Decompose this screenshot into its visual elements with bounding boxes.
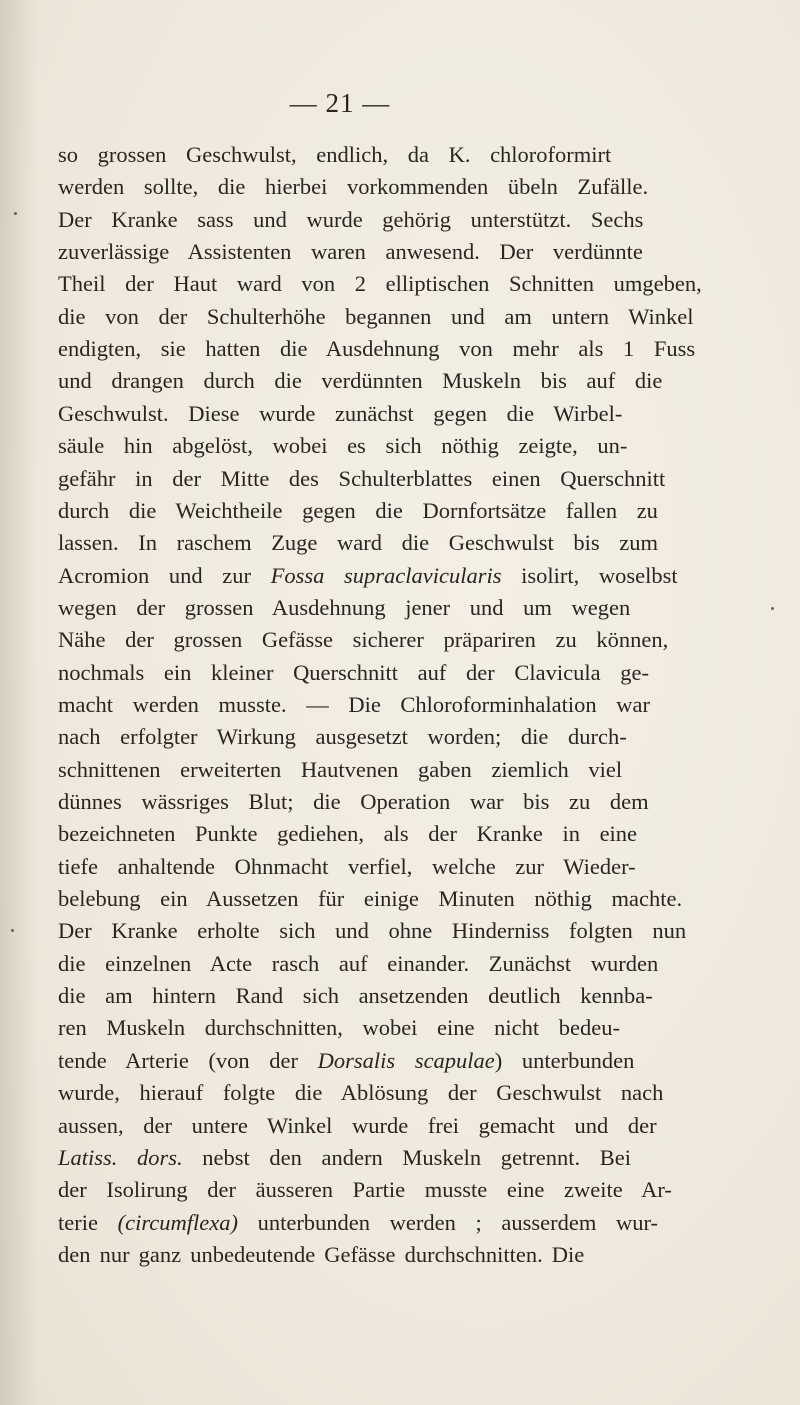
text-line: tende Arterie (von der Dorsalis scapulae) unterbunden bbox=[58, 1047, 635, 1073]
text-line: bezeichneten Punkte gediehen, als der Kranke in eine bbox=[58, 821, 638, 847]
paper-speck bbox=[11, 929, 14, 932]
text-line: wurde, hierauf folgte die Ablösung der Geschwulst nach bbox=[58, 1080, 664, 1106]
text-line: die von der Schulterhöhe begannen und am untern Winkel bbox=[58, 303, 694, 329]
text-line: macht werden musste. — Die Chloroforminhalation war bbox=[58, 691, 650, 717]
page-number: — 21 — bbox=[289, 88, 391, 118]
text-line: Der Kranke sass und wurde gehörig unterstützt. Sechs bbox=[58, 206, 644, 232]
text-line: endigten, sie hatten die Ausdehnung von mehr als 1 Fuss bbox=[58, 336, 696, 362]
text-line: die einzelnen Acte rasch auf einander. Zunächst wurden bbox=[58, 950, 659, 976]
latin-term: Dorsalis scapulae bbox=[317, 1047, 495, 1073]
text-line: dünnes wässriges Blut; die Operation war bis zu dem bbox=[58, 789, 649, 814]
latin-term: Latiss. dors. bbox=[58, 1144, 183, 1170]
text-line: säule hin abgelöst, wobei es sich nöthig zeigte, un- bbox=[58, 433, 628, 459]
text-line: terie (circumflexa) unterbunden werden ; ausserdem wur- bbox=[58, 1209, 659, 1235]
text-line: lassen. In raschem Zuge ward die Geschwulst bis zum bbox=[58, 530, 658, 556]
text-line: aussen, der untere Winkel wurde frei gemacht und der bbox=[58, 1112, 657, 1138]
text-line: gefähr in der Mitte des Schulterblattes einen Querschnitt bbox=[58, 465, 666, 491]
text-line: Nähe der grossen Gefässe sicherer präpariren zu können, bbox=[58, 627, 669, 653]
text-line: Acromion und zur Fossa supraclavicularis isolirt, woselbst bbox=[58, 562, 678, 588]
text-line: die am hintern Rand sich ansetzenden deutlich kennba- bbox=[58, 983, 653, 1009]
text-line: belebung ein Aussetzen für einige Minuten nöthig machte. bbox=[58, 886, 683, 912]
paper-speck bbox=[771, 607, 774, 610]
text-line: Der Kranke erholte sich und ohne Hinderniss folgten nun bbox=[58, 918, 687, 944]
paper-speck bbox=[14, 212, 17, 215]
binding-shadow bbox=[0, 0, 38, 1405]
text-line: schnittenen erweiterten Hautvenen gaben ziemlich viel bbox=[58, 756, 623, 782]
text-line: Geschwulst. Diese wurde zunächst gegen die Wirbel- bbox=[58, 400, 623, 426]
text-line: so grossen Geschwulst, endlich, da K. chloroformirt bbox=[58, 142, 612, 167]
latin-term: Fossa supraclavicularis bbox=[270, 562, 502, 588]
text-line: tiefe anhaltende Ohnmacht verfiel, welche zur Wieder- bbox=[58, 853, 636, 879]
text-line: wegen der grossen Ausdehnung jener und um wegen bbox=[58, 594, 631, 620]
text-line: durch die Weichtheile gegen die Dornfortsätze fallen zu bbox=[58, 497, 658, 523]
text-line: und drangen durch die verdünnten Muskeln bis auf die bbox=[58, 368, 663, 394]
latin-term: (circumflexa) bbox=[117, 1209, 238, 1235]
text-line: nochmals ein kleiner Querschnitt auf der Clavicula ge- bbox=[58, 659, 649, 685]
text-line: werden sollte, die hierbei vorkommenden übeln Zufälle. bbox=[58, 174, 649, 200]
text-line: Theil der Haut ward von 2 elliptischen Schnitten umgeben, bbox=[58, 271, 702, 297]
text-line: zuverlässige Assistenten waren anwesend. Der verdünnte bbox=[58, 239, 643, 265]
text-line: den nur ganz unbedeutende Gefässe durchschnitten. Die bbox=[58, 1241, 585, 1267]
text-line: nach erfolgter Wirkung ausgesetzt worden; die durch- bbox=[58, 724, 627, 750]
text-line: Latiss. dors. nebst den andern Muskeln getrennt. Bei bbox=[58, 1144, 631, 1170]
text-line: ren Muskeln durchschnitten, wobei eine nicht bedeu- bbox=[58, 1015, 620, 1041]
text-line: der Isolirung der äusseren Partie musste eine zweite Ar- bbox=[58, 1177, 672, 1203]
